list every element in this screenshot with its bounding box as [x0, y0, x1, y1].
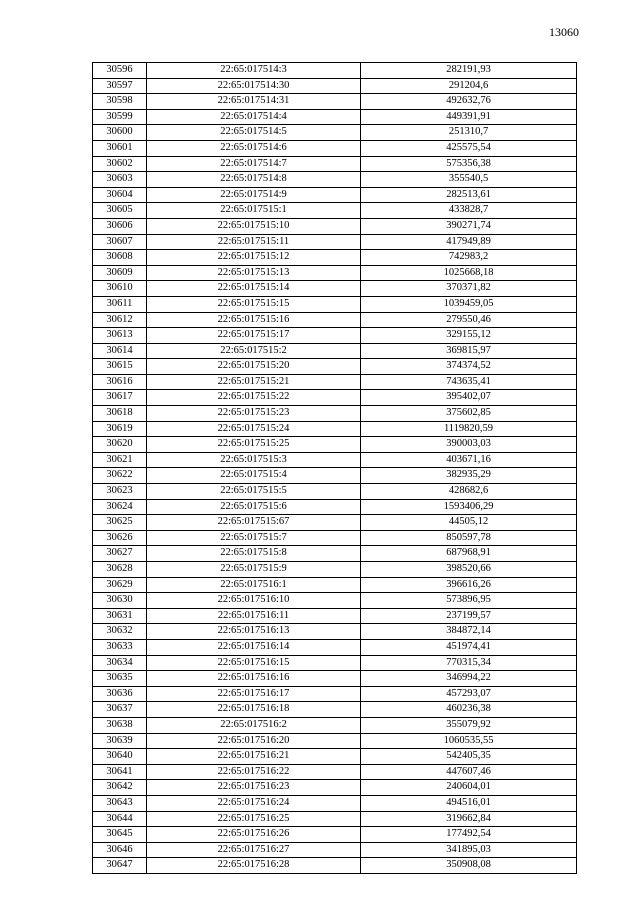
cadastral-value-cell: 384872,14 [361, 624, 577, 640]
cadastral-value-cell: 1060535,55 [361, 733, 577, 749]
cadastral-number-cell: 22:65:017514:9 [147, 187, 361, 203]
row-number-cell: 30613 [93, 328, 147, 344]
cadastral-number-cell: 22:65:017515:13 [147, 265, 361, 281]
cadastral-number-cell: 22:65:017516:22 [147, 764, 361, 780]
table-row [93, 390, 577, 406]
cadastral-value-cell: 770315,34 [361, 655, 577, 671]
cadastral-number-cell: 22:65:017515:4 [147, 468, 361, 484]
cadastral-number-cell: 22:65:017514:7 [147, 156, 361, 172]
table-row [93, 374, 577, 390]
table-row [93, 562, 577, 578]
cadastral-value-cell: 447607,46 [361, 764, 577, 780]
cadastral-number-cell: 22:65:017515:25 [147, 437, 361, 453]
row-number-cell: 30628 [93, 562, 147, 578]
cadastral-number-cell: 22:65:017516:20 [147, 733, 361, 749]
row-number-cell: 30622 [93, 468, 147, 484]
cadastral-number-cell: 22:65:017514:8 [147, 172, 361, 188]
cadastral-value-cell: 374374,52 [361, 359, 577, 375]
cadastral-number-cell: 22:65:017515:15 [147, 296, 361, 312]
cadastral-value-cell: 449391,91 [361, 109, 577, 125]
cadastral-number-cell: 22:65:017515:20 [147, 359, 361, 375]
cadastral-number-cell: 22:65:017515:8 [147, 546, 361, 562]
cadastral-number-cell: 22:65:017516:23 [147, 780, 361, 796]
cadastral-number-cell: 22:65:017516:24 [147, 795, 361, 811]
cadastral-number-cell: 22:65:017516:25 [147, 811, 361, 827]
table-row [93, 452, 577, 468]
cadastral-value-cell: 425575,54 [361, 140, 577, 156]
row-number-cell: 30639 [93, 733, 147, 749]
cadastral-value-cell: 457293,07 [361, 686, 577, 702]
table-row [93, 250, 577, 266]
cadastral-value-cell: 1025668,18 [361, 265, 577, 281]
table-row [93, 203, 577, 219]
cadastral-value-cell: 542405,35 [361, 749, 577, 765]
cadastral-value-cell: 279550,46 [361, 312, 577, 328]
row-number-cell: 30598 [93, 94, 147, 110]
cadastral-value-table [92, 62, 577, 874]
table-row [93, 140, 577, 156]
table-row [93, 702, 577, 718]
row-number-cell: 30606 [93, 218, 147, 234]
table-row [93, 218, 577, 234]
cadastral-value-cell: 44505,12 [361, 515, 577, 531]
table-row [93, 764, 577, 780]
cadastral-number-cell: 22:65:017516:11 [147, 608, 361, 624]
cadastral-value-cell: 1119820,59 [361, 421, 577, 437]
cadastral-value-cell: 355079,92 [361, 717, 577, 733]
table-row [93, 842, 577, 858]
row-number-cell: 30637 [93, 702, 147, 718]
table-row [93, 577, 577, 593]
table-row [93, 406, 577, 422]
cadastral-number-cell: 22:65:017516:18 [147, 702, 361, 718]
row-number-cell: 30646 [93, 842, 147, 858]
cadastral-number-cell: 22:65:017515:21 [147, 374, 361, 390]
cadastral-number-cell: 22:65:017516:13 [147, 624, 361, 640]
cadastral-number-cell: 22:65:017515:2 [147, 343, 361, 359]
row-number-cell: 30615 [93, 359, 147, 375]
row-number-cell: 30620 [93, 437, 147, 453]
cadastral-value-cell: 460236,38 [361, 702, 577, 718]
cadastral-value-cell: 251310,7 [361, 125, 577, 141]
cadastral-value-cell: 417949,89 [361, 234, 577, 250]
row-number-cell: 30640 [93, 749, 147, 765]
row-number-cell: 30647 [93, 858, 147, 874]
table-row [93, 94, 577, 110]
table-row [93, 499, 577, 515]
table-body [93, 63, 577, 874]
row-number-cell: 30608 [93, 250, 147, 266]
cadastral-number-cell: 22:65:017514:5 [147, 125, 361, 141]
cadastral-value-cell: 237199,57 [361, 608, 577, 624]
cadastral-number-cell: 22:65:017514:30 [147, 78, 361, 94]
cadastral-value-cell: 573896,95 [361, 593, 577, 609]
table-row [93, 686, 577, 702]
cadastral-value-cell: 492632,76 [361, 94, 577, 110]
cadastral-number-cell: 22:65:017515:9 [147, 562, 361, 578]
cadastral-value-cell: 346994,22 [361, 671, 577, 687]
table-row [93, 312, 577, 328]
cadastral-value-cell: 850597,78 [361, 530, 577, 546]
row-number-cell: 30619 [93, 421, 147, 437]
cadastral-number-cell: 22:65:017516:1 [147, 577, 361, 593]
row-number-cell: 30623 [93, 484, 147, 500]
row-number-cell: 30607 [93, 234, 147, 250]
row-number-cell: 30630 [93, 593, 147, 609]
cadastral-value-cell: 369815,97 [361, 343, 577, 359]
cadastral-value-cell: 1039459,05 [361, 296, 577, 312]
row-number-cell: 30621 [93, 452, 147, 468]
table-row [93, 671, 577, 687]
row-number-cell: 30602 [93, 156, 147, 172]
row-number-cell: 30604 [93, 187, 147, 203]
table-row [93, 639, 577, 655]
table-row [93, 733, 577, 749]
table-row [93, 515, 577, 531]
row-number-cell: 30624 [93, 499, 147, 515]
cadastral-value-cell: 433828,7 [361, 203, 577, 219]
row-number-cell: 30633 [93, 639, 147, 655]
row-number-cell: 30641 [93, 764, 147, 780]
cadastral-value-cell: 575356,38 [361, 156, 577, 172]
cadastral-number-cell: 22:65:017514:4 [147, 109, 361, 125]
cadastral-value-cell: 403671,16 [361, 452, 577, 468]
cadastral-number-cell: 22:65:017514:3 [147, 63, 361, 79]
row-number-cell: 30616 [93, 374, 147, 390]
table-row [93, 827, 577, 843]
cadastral-value-cell: 428682,6 [361, 484, 577, 500]
cadastral-number-cell: 22:65:017515:17 [147, 328, 361, 344]
table-row [93, 811, 577, 827]
table-row [93, 437, 577, 453]
cadastral-value-cell: 282513,61 [361, 187, 577, 203]
cadastral-number-cell: 22:65:017516:10 [147, 593, 361, 609]
cadastral-value-cell: 1593406,29 [361, 499, 577, 515]
table-row [93, 468, 577, 484]
cadastral-number-cell: 22:65:017516:28 [147, 858, 361, 874]
row-number-cell: 30644 [93, 811, 147, 827]
cadastral-number-cell: 22:65:017515:10 [147, 218, 361, 234]
cadastral-number-cell: 22:65:017515:22 [147, 390, 361, 406]
cadastral-number-cell: 22:65:017515:11 [147, 234, 361, 250]
cadastral-value-cell: 742983,2 [361, 250, 577, 266]
table-row [93, 546, 577, 562]
table-row [93, 234, 577, 250]
cadastral-number-cell: 22:65:017514:31 [147, 94, 361, 110]
cadastral-number-cell: 22:65:017516:17 [147, 686, 361, 702]
cadastral-number-cell: 22:65:017516:15 [147, 655, 361, 671]
table-row [93, 63, 577, 79]
cadastral-value-cell: 687968,91 [361, 546, 577, 562]
cadastral-value-cell: 355540,5 [361, 172, 577, 188]
cadastral-number-cell: 22:65:017516:26 [147, 827, 361, 843]
row-number-cell: 30610 [93, 281, 147, 297]
table-row [93, 421, 577, 437]
table-row [93, 624, 577, 640]
row-number-cell: 30634 [93, 655, 147, 671]
cadastral-number-cell: 22:65:017515:67 [147, 515, 361, 531]
table-row [93, 858, 577, 874]
table-row [93, 717, 577, 733]
table-row [93, 328, 577, 344]
cadastral-number-cell: 22:65:017515:3 [147, 452, 361, 468]
row-number-cell: 30642 [93, 780, 147, 796]
row-number-cell: 30631 [93, 608, 147, 624]
cadastral-number-cell: 22:65:017515:23 [147, 406, 361, 422]
row-number-cell: 30601 [93, 140, 147, 156]
cadastral-number-cell: 22:65:017515:7 [147, 530, 361, 546]
row-number-cell: 30627 [93, 546, 147, 562]
row-number-cell: 30609 [93, 265, 147, 281]
row-number-cell: 30614 [93, 343, 147, 359]
table-row [93, 359, 577, 375]
row-number-cell: 30596 [93, 63, 147, 79]
cadastral-value-cell: 382935,29 [361, 468, 577, 484]
table-row [93, 655, 577, 671]
table-row [93, 530, 577, 546]
row-number-cell: 30600 [93, 125, 147, 141]
table-row [93, 125, 577, 141]
table-row [93, 343, 577, 359]
row-number-cell: 30603 [93, 172, 147, 188]
table-row [93, 593, 577, 609]
cadastral-value-cell: 743635,41 [361, 374, 577, 390]
cadastral-number-cell: 22:65:017515:6 [147, 499, 361, 515]
cadastral-value-cell: 494516,01 [361, 795, 577, 811]
cadastral-value-cell: 451974,41 [361, 639, 577, 655]
table-row [93, 187, 577, 203]
cadastral-number-cell: 22:65:017514:6 [147, 140, 361, 156]
cadastral-value-cell: 341895,03 [361, 842, 577, 858]
table-row [93, 749, 577, 765]
cadastral-number-cell: 22:65:017516:27 [147, 842, 361, 858]
cadastral-number-cell: 22:65:017516:16 [147, 671, 361, 687]
row-number-cell: 30636 [93, 686, 147, 702]
cadastral-number-cell: 22:65:017515:5 [147, 484, 361, 500]
row-number-cell: 30645 [93, 827, 147, 843]
table-row [93, 265, 577, 281]
cadastral-number-cell: 22:65:017516:2 [147, 717, 361, 733]
cadastral-value-cell: 395402,07 [361, 390, 577, 406]
cadastral-value-cell: 370371,82 [361, 281, 577, 297]
cadastral-value-cell: 396616,26 [361, 577, 577, 593]
cadastral-number-cell: 22:65:017515:1 [147, 203, 361, 219]
cadastral-value-cell: 398520,66 [361, 562, 577, 578]
row-number-cell: 30638 [93, 717, 147, 733]
cadastral-value-cell: 375602,85 [361, 406, 577, 422]
cadastral-number-cell: 22:65:017515:12 [147, 250, 361, 266]
row-number-cell: 30625 [93, 515, 147, 531]
table-row [93, 172, 577, 188]
cadastral-value-cell: 390271,74 [361, 218, 577, 234]
table-row [93, 78, 577, 94]
table-row [93, 484, 577, 500]
cadastral-value-cell: 350908,08 [361, 858, 577, 874]
table-row [93, 281, 577, 297]
cadastral-value-cell: 282191,93 [361, 63, 577, 79]
row-number-cell: 30643 [93, 795, 147, 811]
cadastral-value-cell: 319662,84 [361, 811, 577, 827]
table-row [93, 156, 577, 172]
row-number-cell: 30626 [93, 530, 147, 546]
page-number: 13060 [549, 25, 579, 39]
row-number-cell: 30605 [93, 203, 147, 219]
row-number-cell: 30611 [93, 296, 147, 312]
row-number-cell: 30629 [93, 577, 147, 593]
cadastral-number-cell: 22:65:017516:14 [147, 639, 361, 655]
row-number-cell: 30599 [93, 109, 147, 125]
row-number-cell: 30632 [93, 624, 147, 640]
cadastral-number-cell: 22:65:017515:24 [147, 421, 361, 437]
row-number-cell: 30597 [93, 78, 147, 94]
cadastral-value-cell: 329155,12 [361, 328, 577, 344]
cadastral-value-cell: 177492,54 [361, 827, 577, 843]
table-row [93, 296, 577, 312]
cadastral-value-cell: 390003,03 [361, 437, 577, 453]
cadastral-number-cell: 22:65:017516:21 [147, 749, 361, 765]
table-row [93, 780, 577, 796]
cadastral-number-cell: 22:65:017515:16 [147, 312, 361, 328]
table-row [93, 795, 577, 811]
cadastral-value-cell: 240604,01 [361, 780, 577, 796]
row-number-cell: 30618 [93, 406, 147, 422]
row-number-cell: 30612 [93, 312, 147, 328]
cadastral-value-cell: 291204,6 [361, 78, 577, 94]
cadastral-number-cell: 22:65:017515:14 [147, 281, 361, 297]
row-number-cell: 30617 [93, 390, 147, 406]
table-row [93, 109, 577, 125]
row-number-cell: 30635 [93, 671, 147, 687]
table-row [93, 608, 577, 624]
